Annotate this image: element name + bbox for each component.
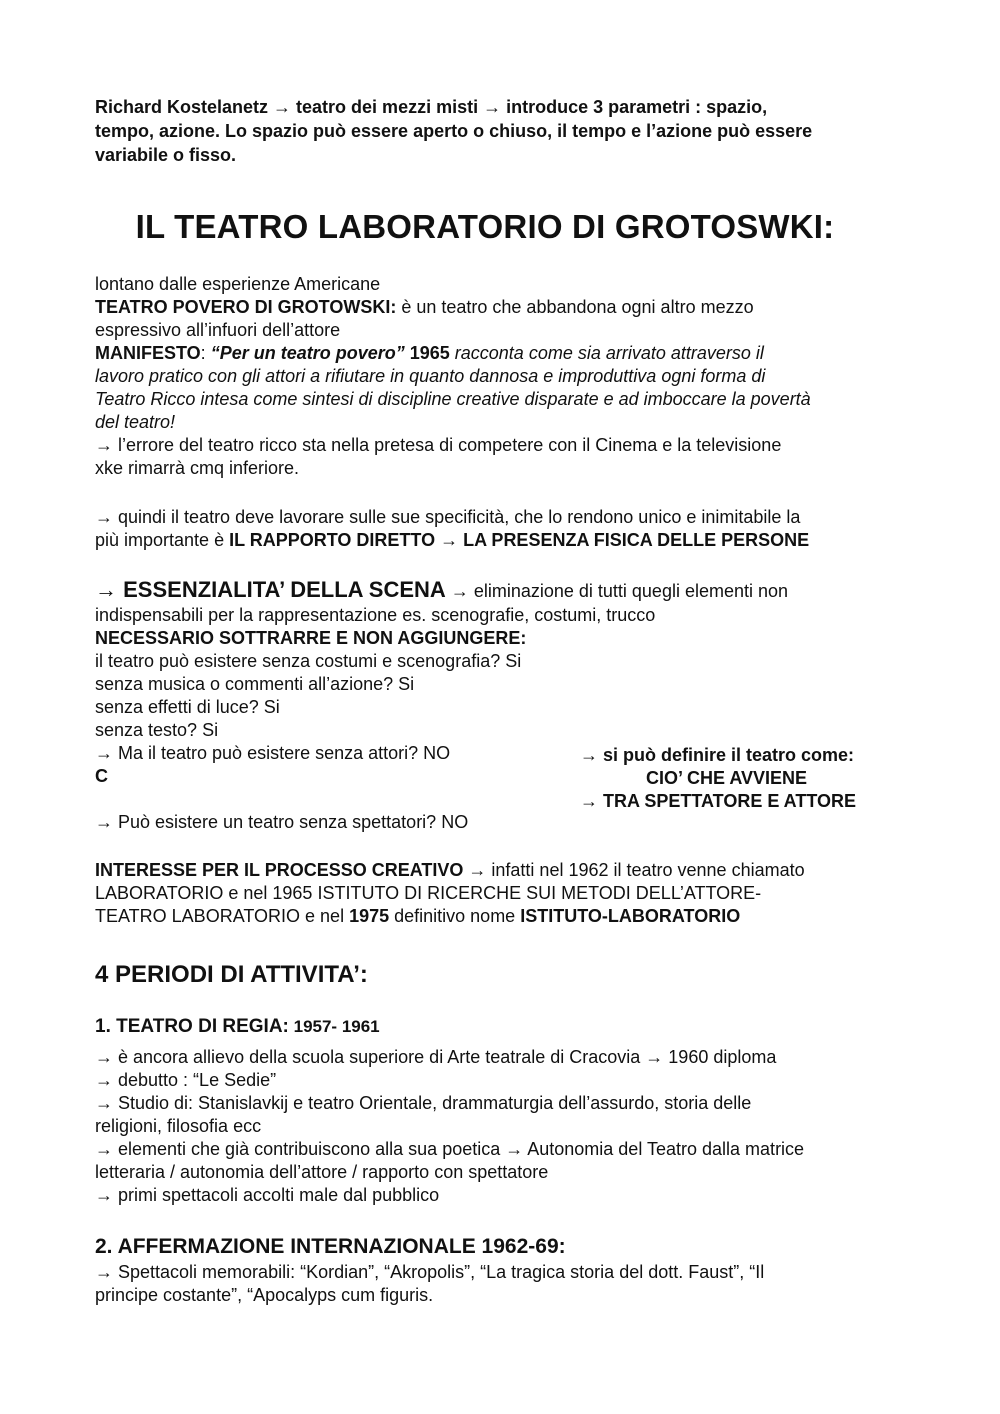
text-line: → debutto : “Le Sedie”	[95, 1070, 277, 1090]
text-line: lontano dalle esperienze Americane	[95, 274, 381, 294]
text-line: → Può esistere un teatro senza spettatori? NO	[95, 812, 469, 832]
definition-line: → si può definire il teatro come:	[580, 745, 855, 765]
term-bold: INTERESSE PER IL PROCESSO CREATIVO	[95, 860, 464, 880]
specificita-section	[95, 506, 915, 552]
text-line: religioni, filosofia ecc	[95, 1116, 262, 1136]
arrow-glyph: →	[95, 577, 124, 602]
term-bold: TEATRO POVERO DI GROTOWSKI:	[95, 297, 397, 317]
text-line: → Ma il teatro può esistere senza attori? NO	[95, 743, 451, 763]
term-bold: IL RAPPORTO DIRETTO → LA PRESENZA FISICA DELLE PERSONE	[229, 530, 810, 550]
text-line: lavoro pratico con gli attori a rifiutare in quanto dannosa e improduttiva ogni forma di	[95, 366, 766, 386]
text-line: del teatro!	[95, 412, 176, 432]
text-line: → Spettacoli memorabili: “Kordian”, “Akropolis”, “La tragica storia del dott. Faust”, “Il	[95, 1262, 765, 1282]
periodi-heading: 4 PERIODI DI ATTIVITA’:	[95, 961, 368, 988]
text-line	[95, 342, 915, 365]
intro-paragraph	[95, 95, 915, 167]
period1-heading	[95, 1016, 380, 1038]
definition-line: → TRA SPETTATORE E ATTORE	[580, 791, 857, 811]
text-line: letteraria / autonomia dell’attore / rapporto con spettatore	[95, 1162, 549, 1182]
text-line	[95, 296, 915, 319]
page-title: IL TEATRO LABORATORIO DI GROTOSWKI:	[135, 208, 835, 245]
text-line: il teatro può esistere senza costumi e scenografia? Si	[95, 651, 522, 671]
text-line: → primi spettacoli accolti male dal pubblico	[95, 1185, 440, 1205]
text-line: senza effetti di luce? Si	[95, 697, 280, 717]
text-line: senza musica o commenti all’azione? Si	[95, 674, 415, 694]
text-line: → è ancora allievo della scuola superiore di Arte teatrale di Cracovia → 1960 diploma	[95, 1047, 777, 1067]
text-line: xke rimarrà cmq inferiore.	[95, 458, 300, 478]
period1-content	[95, 1046, 915, 1207]
text-line: C	[95, 766, 108, 786]
term-bold: ISTITUTO-LABORATORIO	[520, 906, 741, 926]
text-line: → quindi il teatro deve lavorare sulle sue specificità, che lo rendono unico e inimitabile la	[95, 507, 801, 527]
text-line: Teatro Ricco intesa come sintesi di discipline creative disparate e ad imboccare la povertà	[95, 389, 811, 409]
text-span: → eliminazione di tutti quegli elementi non	[445, 581, 789, 601]
text-line: espressivo all’infuori dell’attore	[95, 320, 341, 340]
text-span: :	[200, 343, 211, 363]
year-bold: 1975	[349, 906, 390, 926]
intro-line: variabile o fisso.	[95, 145, 237, 165]
definition-line: CIO’ CHE AVVIENE	[646, 768, 808, 788]
text-span: più importante è	[95, 530, 230, 550]
text-span: definitivo nome	[389, 906, 521, 926]
section-heading: ESSENZIALITA’ DELLA SCENA	[123, 577, 446, 602]
definition-box	[580, 744, 900, 813]
manifesto-year: 1965	[404, 343, 450, 363]
text-line: → elementi che già contribuiscono alla sua poetica → Autonomia del Teatro dalla matrice	[95, 1139, 805, 1159]
text-line	[95, 577, 915, 604]
text-span: è un teatro che abbandona ogni altro mezzo	[396, 297, 754, 317]
text-line: → Studio di: Stanislavkij e teatro Orientale, drammaturgia dell’assurdo, storia delle	[95, 1093, 752, 1113]
text-line	[95, 859, 915, 882]
term-bold: MANIFESTO	[95, 343, 201, 363]
period2-heading: 2. AFFERMAZIONE INTERNAZIONALE 1962-69:	[95, 1235, 566, 1258]
text-span: racconta come sia arrivato attraverso il	[449, 343, 764, 363]
period1-title: 1. TEATRO DI REGIA:	[95, 1016, 289, 1037]
text-line	[95, 905, 915, 928]
manifesto-title: “Per un teatro povero”	[210, 343, 405, 363]
text-line: NECESSARIO SOTTRARRE E NON AGGIUNGERE:	[95, 628, 527, 648]
text-line	[95, 529, 915, 552]
text-line: indispensabili per la rappresentazione es. scenografie, costumi, trucco	[95, 605, 656, 625]
processo-creativo-section	[95, 859, 915, 928]
text-span: → infatti nel 1962 il teatro venne chiamato	[463, 860, 805, 880]
text-line: → l’errore del teatro ricco sta nella pretesa di competere con il Cinema e la televisione	[95, 435, 782, 455]
period1-dates: 1957- 1961	[288, 1017, 380, 1036]
intro-line: Richard Kostelanetz → teatro dei mezzi misti → introduce 3 parametri : spazio,	[95, 97, 768, 117]
text-line: LABORATORIO e nel 1965 ISTITUTO DI RICERCHE SUI METODI DELL’ATTORE-	[95, 883, 762, 903]
text-line: principe costante”, “Apocalyps cum figuris.	[95, 1285, 434, 1305]
period2-content	[95, 1261, 915, 1307]
text-span: TEATRO LABORATORIO e nel	[95, 906, 350, 926]
teatro-povero-section	[95, 273, 915, 480]
intro-line: tempo, azione. Lo spazio può essere aperto o chiuso, il tempo e l’azione può essere	[95, 121, 813, 141]
text-line: senza testo? Si	[95, 720, 219, 740]
